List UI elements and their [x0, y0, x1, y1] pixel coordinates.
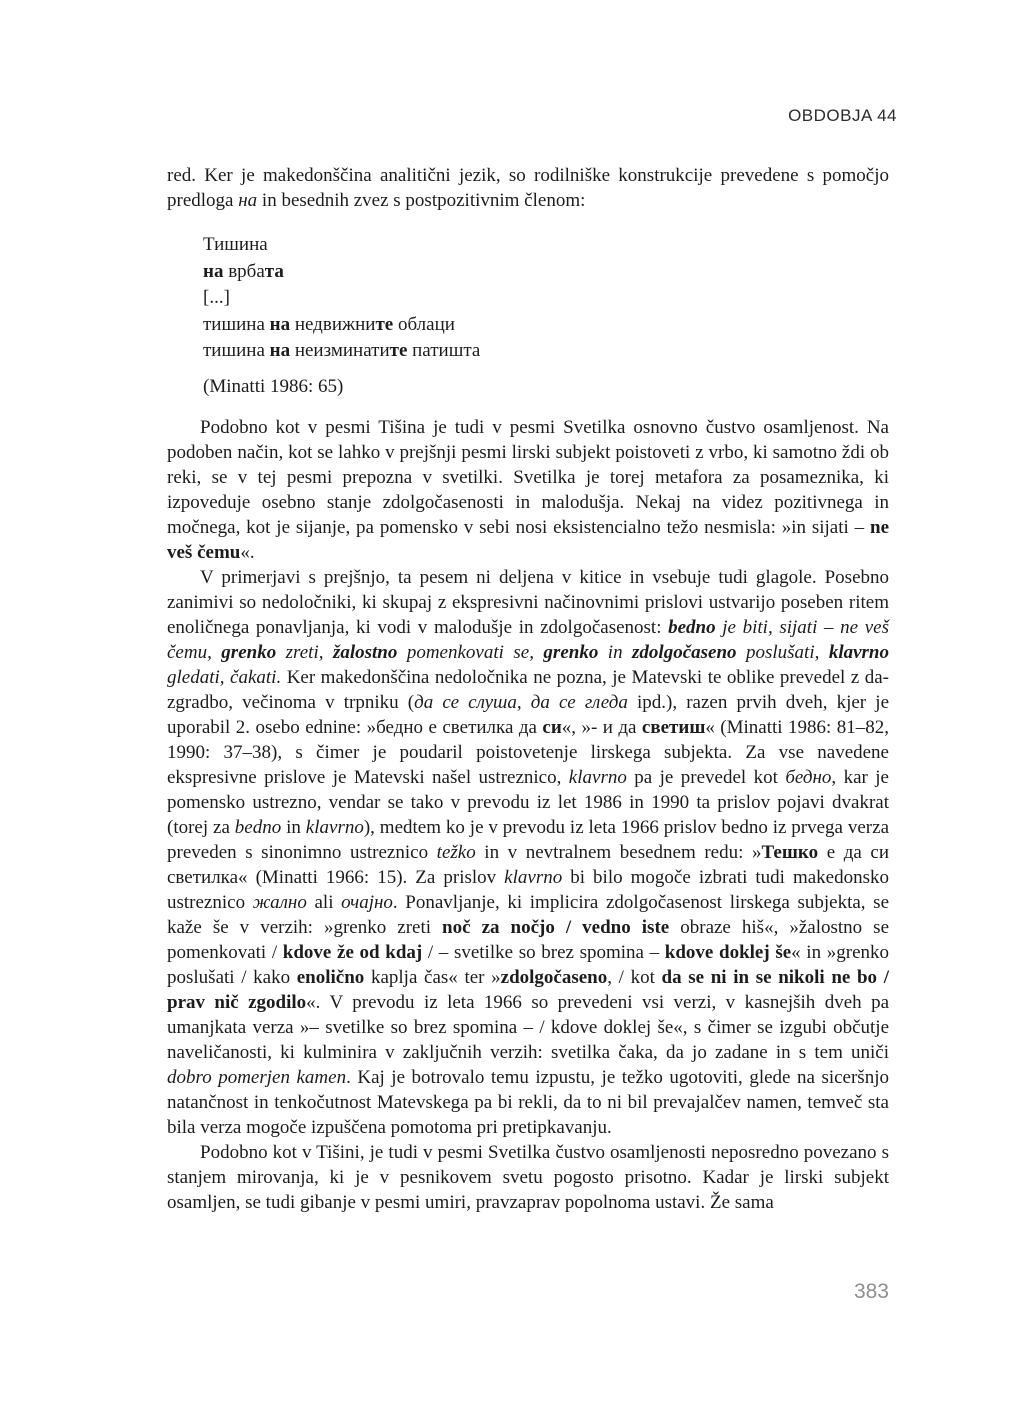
text-run: enolično	[296, 966, 365, 988]
text-run: da se ni in se nikoli ne bo / prav nič zgodilo	[167, 966, 889, 1013]
text-run: . Ponavljanje, ki implicira zdolgočasenost lirskega subjekta, se kaže še v verzih: »grenko zreti	[167, 891, 890, 938]
text-run: je biti, sijati – ne veš čemu,	[167, 616, 889, 663]
verse-quote	[203, 232, 889, 365]
text-run: е да си светилка« (Minatti 1966: 15). Za prislov	[167, 841, 889, 888]
text-run: gledati, čakati.	[167, 666, 282, 688]
page-number: 383	[853, 1280, 889, 1303]
text-run: , kar je pomensko ustrezno, vendar se tako v prevodu iz let 1986 in 1990 ta prislov pojavi dvakrat (torej za	[167, 766, 889, 838]
text-run: на	[238, 190, 258, 211]
text-run: težko	[436, 841, 476, 863]
text-run: те	[375, 313, 394, 335]
text-run: red. Ker je makedonščina analitični jezik, so rodilniške konstrukcije prevedene s pomočjo predloga	[167, 165, 889, 211]
text-run: тишина	[203, 340, 270, 361]
text-run: на	[269, 340, 291, 361]
text-run: да се слуша, да се гледа	[414, 691, 628, 713]
text-run: [...]	[203, 287, 230, 308]
text-run: врба	[223, 260, 265, 282]
text-run: kaplja čas« ter »	[364, 966, 501, 988]
text-run: poslušati,	[736, 641, 829, 663]
text-run: kdove že od kdaj	[282, 941, 423, 963]
verse-line	[203, 259, 889, 286]
running-header: OBDOBJA 44	[788, 106, 897, 125]
text-run: in v nevtralnem besednem redu: »	[475, 841, 762, 863]
text-run: «.	[240, 541, 255, 563]
text-run: , / kot	[607, 966, 662, 988]
text-run: pomenkovati se,	[397, 641, 544, 663]
text-run: си	[542, 716, 562, 738]
text-body	[167, 163, 889, 1215]
text-run: noč za nočjo / vedno iste	[442, 916, 670, 938]
text-run: бедно	[785, 766, 832, 788]
text-run: недвижни	[290, 313, 376, 335]
text-run: « in »grenko poslušati / kako	[167, 941, 889, 988]
text-run: те	[389, 340, 408, 361]
text-run: Тишина	[203, 234, 268, 255]
text-run: obraze hiš«, »žalostno se pomenkovati /	[167, 916, 890, 963]
text-run: светиш	[641, 716, 706, 738]
text-run: . Kaj je botrovalo temu izpustu, je težko ugotoviti, glede na siceršnjo natančnost in tenkočutnost Matevskega pa bi rekli, da to ni bil prevajalčev namen, temveč sta bila verza mogoče izpuščena pomotoma pri pretipkavanju.	[167, 1066, 889, 1138]
verse-line	[203, 232, 889, 259]
text-run: «. V prevodu iz leta 1966 so prevedeni vsi verzi, v kasnejših dveh pa umanjkata verza »– svetilke so brez spomina – / kdove doklej še«, s čimer se izgubi občutje naveličanosti, ki kulminira v zaključnih verzih: svetilka čaka, da jo zadane in s tem uniči	[167, 991, 890, 1063]
text-run: патишта	[407, 340, 481, 361]
text-run: klavrno	[504, 866, 563, 888]
paragraph-svetilka-intro	[167, 415, 889, 565]
text-run: bedno	[234, 816, 282, 838]
text-run: Podobno kot v pesmi Tišina je tudi v pesmi Svetilka osnovno čustvo osamljenost. Na podoben način, kot se lahko v prejšnji pesmi lirski subjekt poistoveti z vrbo, ki samotno ždi ob reki, se v tej pesmi prepozna v svetilki. Svetilka je torej metafora za posameznika, ki izpoveduje osebno stanje zdolgočasenosti in malodušja. Nekaj na videz pozitivnega in močnega, kot je sijanje, pa pomensko v sebi nosi eksistencialno težo nesmisla: »in sijati –	[167, 416, 889, 538]
text-run: grenko	[221, 641, 277, 663]
text-run: pa je prevedel kot	[626, 766, 786, 788]
opening-paragraph	[167, 163, 889, 213]
text-run: bi bilo mogoče izbrati tudi makedonsko ustreznico	[167, 866, 889, 913]
text-run: in	[598, 641, 633, 663]
text-run: / – svetilke so brez spomina –	[422, 941, 665, 963]
verse-line	[203, 285, 889, 312]
text-run: in besednih zvez s postpozitivnim členom:	[257, 190, 586, 211]
text-run: «, »- и да	[561, 716, 642, 738]
text-run: « (Minatti 1986: 81–82, 1990: 37–38), s čimer je poudaril poistovetenje lirskega subjekta. Za vse navedene ekspresivne prislove je Matevski našel ustreznico,	[167, 716, 889, 788]
text-run: grenko	[543, 641, 599, 663]
text-run: klavrno	[828, 641, 890, 663]
text-run: klavrno	[568, 766, 627, 788]
text-run: облаци	[393, 313, 455, 335]
text-run: на	[269, 313, 291, 335]
text-run: Podobno kot v Tišini, je tudi v pesmi Svetilka čustvo osamljenosti neposredno povezano s stanjem mirovanja, ki je v pesnikovem svetu pogosto prisotno. Kadar je lirski subjekt osamljen, se tudi gibanje v pesmi umiri, pravzaprav popolnoma ustavi. Že sama	[167, 1141, 889, 1213]
text-run: очајно	[341, 891, 393, 913]
text-run: тишина	[203, 313, 270, 335]
text-run: ), medtem ko je v prevodu iz leta 1966 prislov bedno iz prvega verza preveden s sinonimno ustreznico	[167, 816, 890, 863]
text-run: неизминати	[290, 340, 390, 361]
verse-line	[203, 338, 889, 365]
text-run: Тешко	[761, 841, 819, 863]
text-run: bedno	[668, 616, 716, 638]
text-run: zdolgočaseno	[632, 641, 737, 663]
text-run: V primerjavi s prejšnjo, ta pesem ni deljena v kitice in vsebuje tudi glagole. Posebno zanimivi so nedoločniki, ki skupaj z ekspresivni načinovnimi prislovi ustvarijo poseben ritem enoličnega ponavljanja, ki vodi v malodušje in zdolgočasenost:	[167, 566, 889, 638]
text-run: ipd.), razen prvih dveh, kjer je uporabil 2. osebo ednine: »бедно е светилка да	[167, 691, 890, 738]
text-run: на	[203, 260, 224, 282]
text-run: ne veš čemu	[167, 516, 889, 563]
text-run: zdolgočaseno	[500, 966, 608, 988]
verse-citation: (Minatti 1986: 65)	[203, 375, 344, 397]
verse-line	[203, 312, 889, 339]
text-run: dobro pomerjen kamen	[167, 1066, 347, 1088]
text-run: жално	[252, 891, 307, 913]
text-run: in	[281, 816, 306, 838]
text-run: ali	[306, 891, 342, 913]
paragraph-analysis	[167, 565, 889, 1140]
text-run: klavrno	[305, 816, 364, 838]
paragraph-closing	[167, 1140, 889, 1215]
text-run: žalostno	[332, 641, 398, 663]
text-run: Ker makedonščina nedoločnika ne pozna, je Matevski te oblike prevedel z da-zgradbo, večinoma v trpniku (	[167, 666, 889, 713]
text-run: kdove doklej še	[664, 941, 792, 963]
text-run: та	[264, 260, 284, 282]
text-run: zreti,	[276, 641, 333, 663]
